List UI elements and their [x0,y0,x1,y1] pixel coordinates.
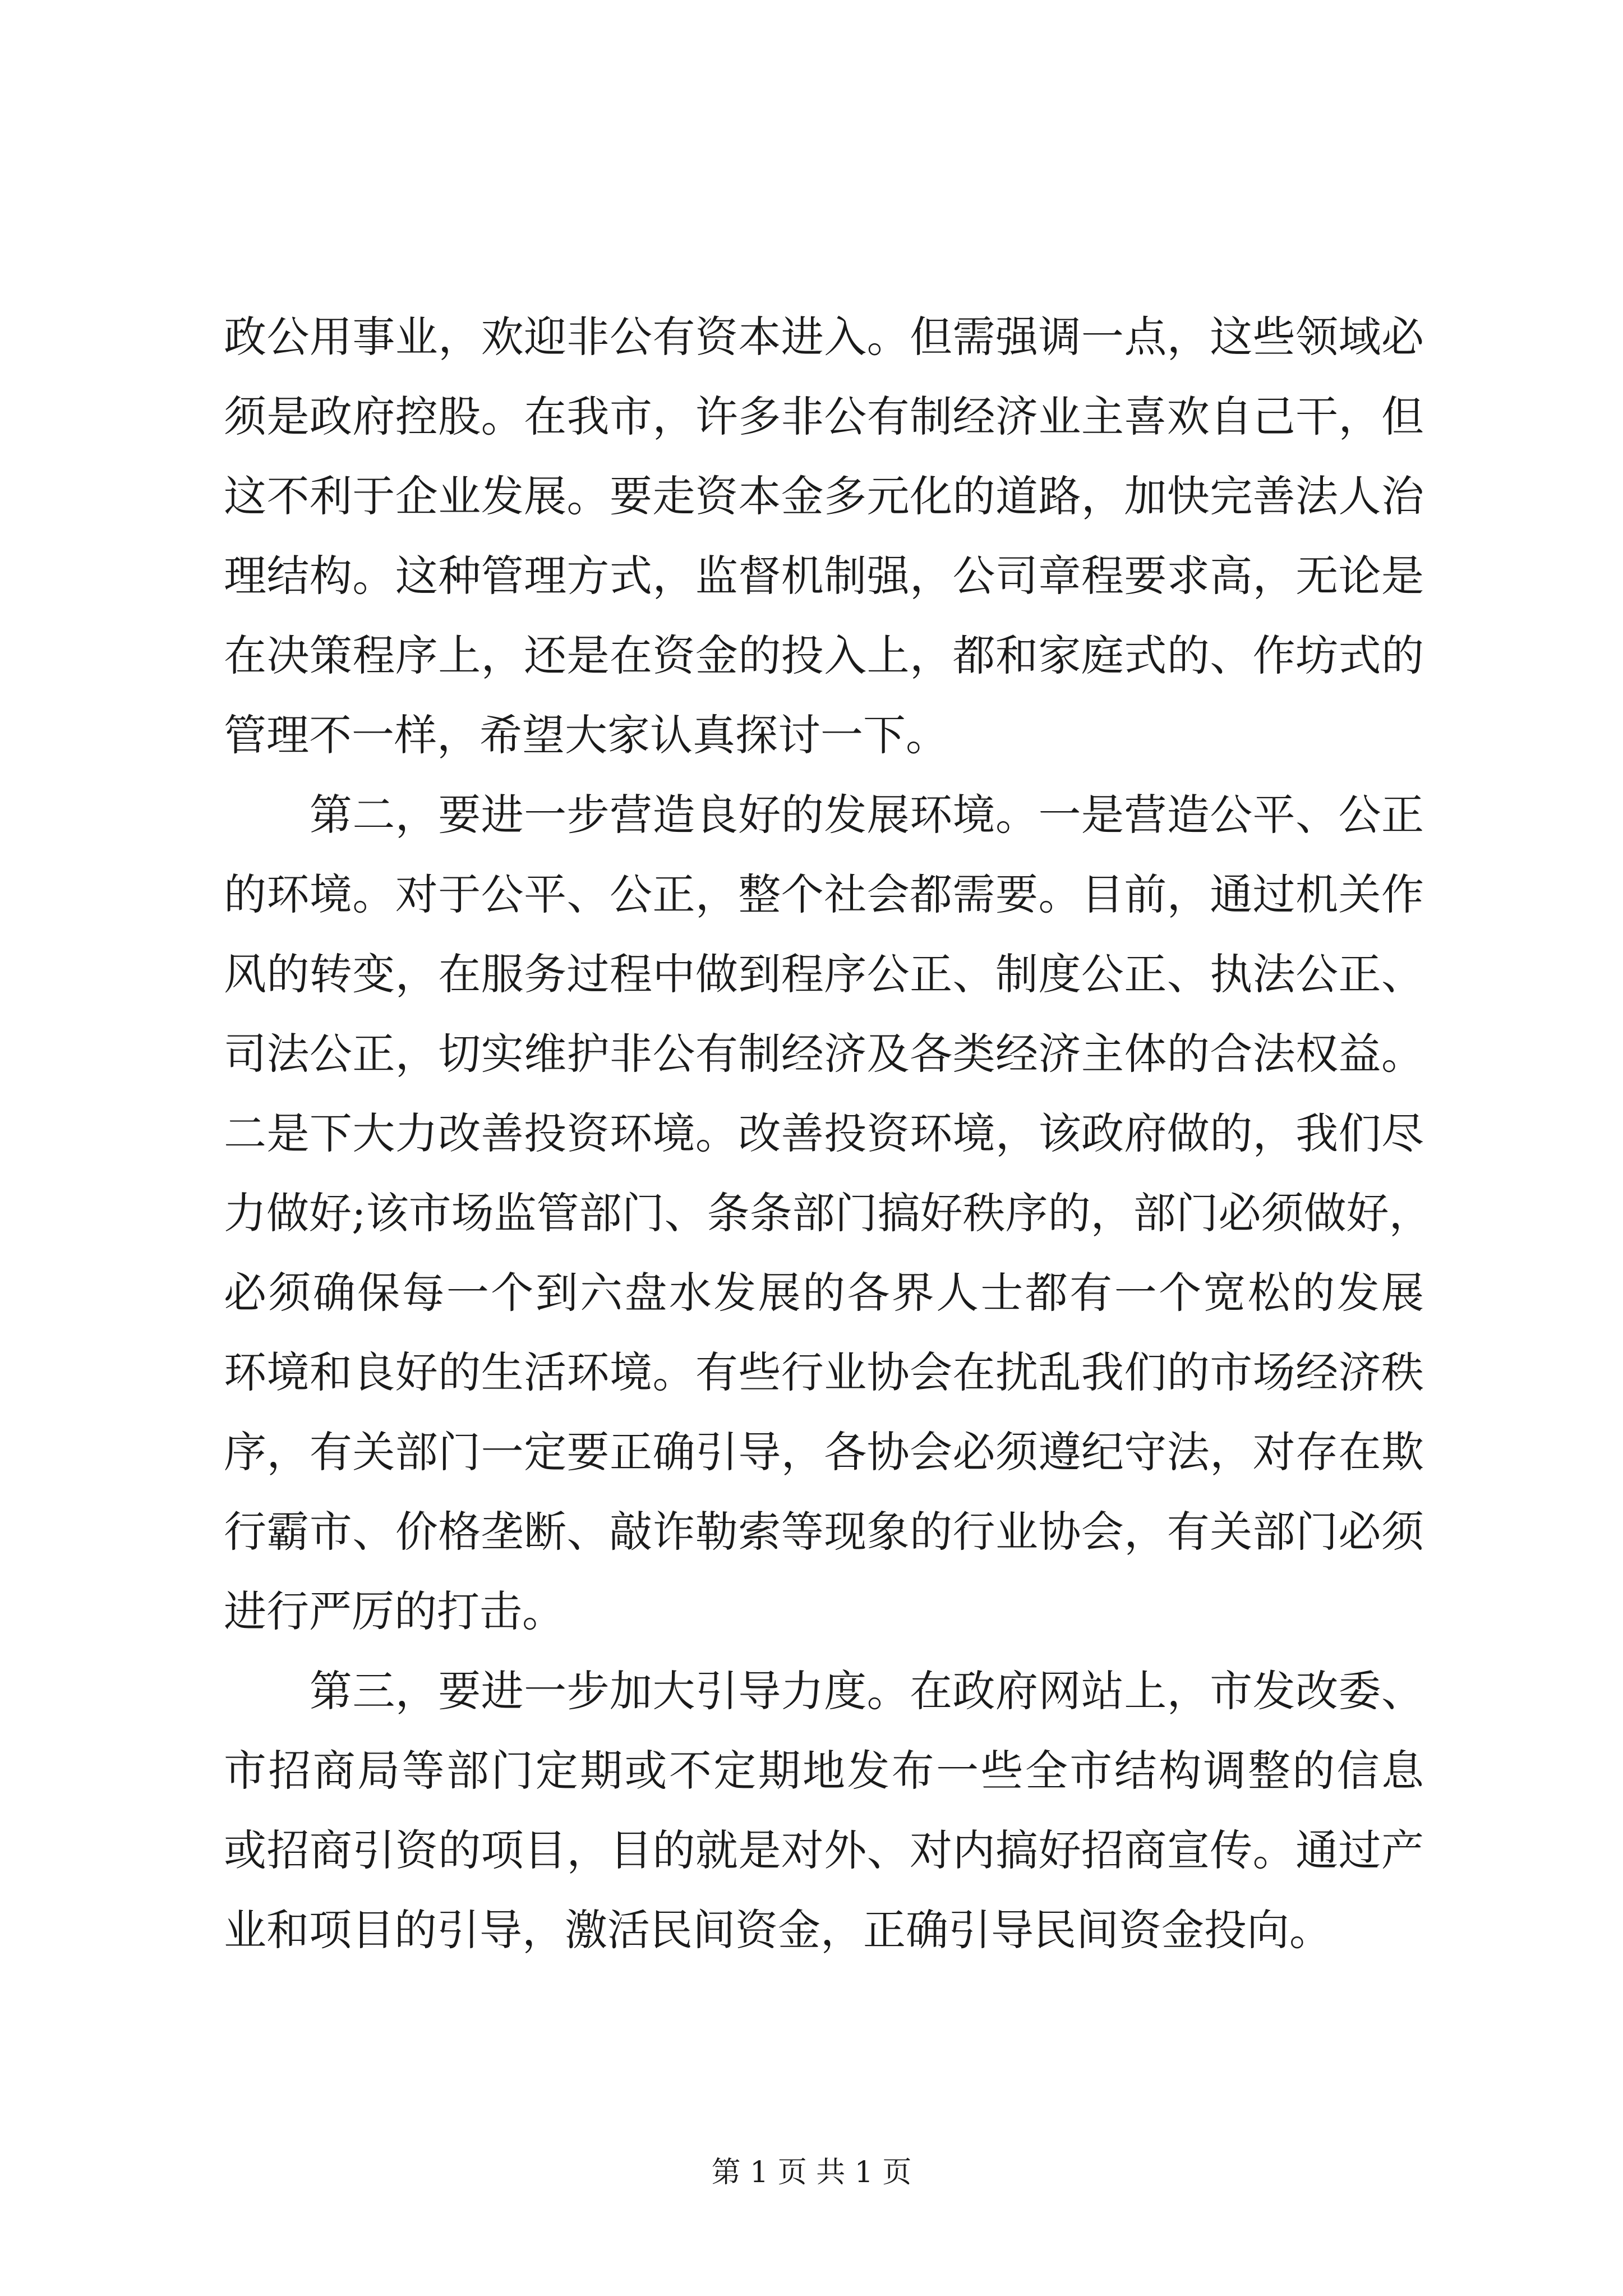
text-line: 力做好;该市场监管部门、条条部门搞好秩序的，部门必须做好， [224,1188,1432,1238]
text-line: 的环境。对于公平、公正，整个社会都需要。目前，通过机关作 [224,869,1424,919]
text-line: 环境和良好的生活环境。有些行业协会在扰乱我们的市场经济秩 [224,1347,1424,1397]
text-line: 在决策程序上，还是在资金的投入上，都和家庭式的、作坊式的 [224,631,1424,680]
text-line: 管理不一样，希望大家认真探讨一下。 [224,710,948,760]
text-line: 须是政府控股。在我市，许多非公有制经济业主喜欢自己干，但 [224,392,1424,441]
text-line: 业和项目的引导，激活民间资金，正确引导民间资金投向。 [224,1905,1332,1955]
body-text [224,297,1432,1970]
text-line: 二是下大力改善投资环境。改善投资环境，该政府做的，我们尽 [224,1108,1424,1158]
text-line: 理结构。这种管理方式，监督机制强，公司章程要求高，无论是 [224,551,1424,601]
text-line: 或招商引资的项目，目的就是对外、对内搞好招商宣传。通过产 [224,1825,1424,1875]
text-line: 进行严厉的打击。 [224,1586,565,1636]
page-footer: 第 1 页 共 1 页 [711,2156,912,2189]
text-line: 这不利于企业发展。要走资本金多元化的道路，加快完善法人治 [224,471,1424,521]
text-line: 序，有关部门一定要正确引导，各协会必须遵纪守法，对存在欺 [224,1427,1424,1477]
text-line: 司法公正，切实维护非公有制经济及各类经济主体的合法权益。 [224,1029,1424,1079]
text-line: 风的转变，在服务过程中做到程序公正、制度公正、执法公正、 [224,949,1424,999]
text-line: 市招商局等部门定期或不定期地发布一些全市结构调整的信息 [224,1746,1424,1796]
text-line: 第三，要进一步加大引导力度。在政府网站上，市发改委、 [224,1666,1424,1716]
text-line: 行霸市、价格垄断、敲诈勒索等现象的行业协会，有关部门必须 [224,1507,1424,1557]
text-line: 第二，要进一步营造良好的发展环境。一是营造公平、公正 [224,790,1424,840]
text-line: 必须确保每一个到六盘水发展的各界人士都有一个宽松的发展 [224,1268,1424,1318]
text-line: 政公用事业，欢迎非公有资本进入。但需强调一点，这些领域必 [224,312,1424,362]
